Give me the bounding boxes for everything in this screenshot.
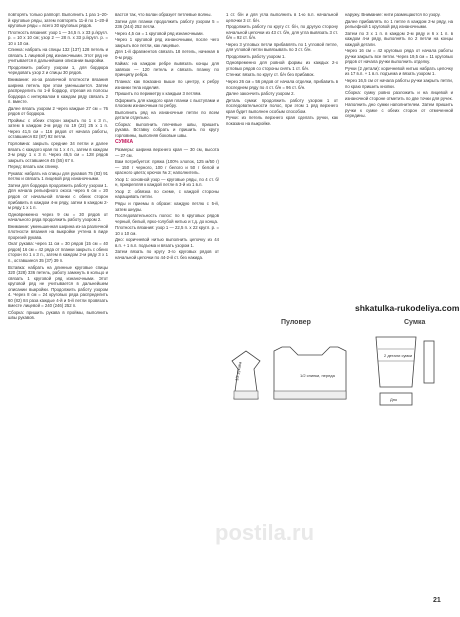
paragraph: Вам потребуется: пряжа (100% хлопок, 125 м/50 г) — 150 г черного, 100 г белого и 50 г белой и красного цвета; крючок № 2; наполнитель.	[115, 159, 219, 176]
paragraph: Вставка: набрать на длинные круговые спицы 320 (328) 336 петель, работу замкнуть в кольцо и связать 1 круговой ряд изнаночными. Этот круговой ряд не учитывается в дальнейшем описании выкройки. Продолжить работу узором 4. Через 8 см = 24 круговых ряда распределить 60 (82) 84 раза каждые 4-й и 5-й петли провязать вместе лицевой = 240 (246) 252 п.	[8, 264, 108, 309]
paragraph: Продолжить работу узором 1.	[226, 53, 286, 59]
bag-bottom-label: Дно	[390, 397, 398, 402]
paragraph: Через 26 см = 56 рядов от начала отделки, прибавить в последнем ряду по 4 ст. б/н = 96 ст. б/н.	[226, 79, 338, 90]
text-column-3	[226, 12, 338, 127]
bag-handle-shape	[424, 341, 434, 383]
watermark-logo: postila.ru	[215, 520, 315, 545]
paragraph: Горловина: закрыть средние 34 петли и далее вязать с каждого края по 1 х 4 п., затем в каждом 2-м ряду 1 х 3 п. Через 45,5 см = 128 рядов закрыть оставшиеся 45 (55) 67 п.	[8, 141, 108, 163]
text-column-4	[345, 12, 453, 120]
paragraph: Плотность вязания: узор 1 — 22,5 п. x 22 кругл. р. = 10 x 10 см.	[115, 225, 219, 236]
pattern-diagram-drawing	[226, 329, 456, 409]
paragraph: Выполнить ряд на изнаночные петли по всем детали отдельно.	[115, 109, 219, 121]
paragraph: Последовательность полос: по 6 круговых рядов черный, белый, ярко-голубой нитью и т.д. до конца.	[115, 213, 219, 224]
sleeve-label: 1/2 рукава	[234, 361, 243, 382]
paragraph: Далее прибавлять по 1 петле в каждом 2-м ряду, на рельефной 1 круговой ряд изнаночными.	[345, 18, 453, 30]
paragraph: Кайма: на каждом ребре вывязать концы для завязок — 120 петель и связать планку по принципу ребра.	[115, 61, 219, 78]
paragraph: Стенки: вязать по кругу ст. б/н без прибавок.	[226, 72, 315, 78]
paragraph: Сборка: выполнить плечевые швы, пришить рукава. Вставку собрать и пришить по кругу горловины, выполняя боковые швы.	[115, 121, 219, 138]
paragraph: Оформить для каждого края планки с выступами и плоским изнаночным по ребру.	[115, 97, 219, 109]
back-front-border	[274, 391, 346, 399]
paragraph: Сборка: сумку ровно разложить и на лицевой и изнаночной стороне отметить по две точки для ручек.	[345, 90, 453, 101]
page-number: 21	[433, 597, 441, 604]
paragraph: Наполнить дно сумки наполнителем. Затем пришить ручки к сумке с обеих сторон от отмеченной середины.	[345, 102, 453, 119]
paragraph: Через 1 круговой ряд изнаночными, после чего закрыть все петли, как лицевые.	[115, 37, 219, 48]
paragraph: повторять только раппорт. Выполнить 1 раз 1–20-й круговые ряды, затем повторять 11-й по 1–20-й круговые ряды = всего 30 круговых рядов.	[8, 12, 108, 29]
pullover-diagram-title: Пуловер	[281, 319, 311, 326]
bag-part-shape	[376, 337, 416, 387]
bag-diagram-title: Сумка	[404, 319, 426, 326]
paragraph: Затем по 3 х 1 п. в каждом 2-м ряду и 6 х 1 п. в каждом 4-м ряду, выполнять по 2 петли на концы каждой детали.	[345, 30, 453, 47]
paragraph: Одновременно через 9 см = 30 рядов от начального ряда продолжить работу узором 2.	[8, 211, 108, 223]
paragraph: Пришить по периметру к каждым 3 петлям.	[115, 91, 202, 97]
paragraph: Для 1-й фрагментов связать 18 петель, начиная в 0-м ряду.	[115, 49, 219, 60]
paragraph: Плотность вязания: узор 1 — 34,5 п. x 33 р./кругл. р. = 10 x 10 см; узор 2 — 28 п. x 33 р./кругл. р. = 10 x 10 см.	[8, 29, 108, 46]
paragraph: Рукава: набрать на спицы для рукавов 75 (83) 91 петлю и связать 1 лицевой ряд изнаночными.	[8, 170, 108, 182]
paragraph: Размеры: ширина верхнего края — 30 см, высота — 27 см.	[115, 147, 219, 158]
watermark-site-url: shkatulka-rukodeliya.com	[355, 303, 460, 313]
paragraph: Проймы: с обеих сторон закрыть по 1 х 3 п., затем в каждом 2-м ряду по 19 (22) 25 х 1 п. Через 41,5 см = 116 рядов от начала работы, оставшиеся 82 (87) 92 петли.	[8, 117, 108, 140]
paragraph: Далее вязать узором 2 через каждые 27 см = 76 рядов от бордюра.	[8, 105, 108, 117]
text-column-1	[8, 12, 108, 322]
paragraph: Внимание: уменьшенная ширина из-за различной плотности вязания на выкройке учтена в виде прорезей рукава.	[8, 223, 108, 240]
paragraph: 1 ст. б/н и для угла выполнить в 1-ю в.п. начальной цепочки 3 ст. б/н.	[226, 12, 338, 23]
paragraph: Далее закончить работу узором 2.	[226, 91, 295, 97]
section-heading-bag: СУМКА	[115, 139, 134, 146]
paragraph: Спинка: набрать на спицы 132 (137) 128 петель и связать 1 лицевой ряд изнаночными. Этот ряд не учитывается в дальнейшем описании выкройки.	[8, 47, 108, 64]
paragraph: Одновременно для ровной формы из каждых 2-х угловых рядов со стороны снять 1 ст. б/н.	[226, 60, 338, 71]
paragraph: Планка: как показано выше по центру, к ребру изнанки тела изделия.	[115, 79, 219, 90]
paragraph: Через 4,5 см = 1 круговой ряд изнаночными.	[115, 30, 204, 36]
paragraph: Через 16,5 см от начала работы ручки закрыть петли, по краю пришить кнопки.	[345, 78, 453, 89]
paragraph: Через 16 см = 42 круговых ряда от начала работы ручки закрыть все петли. Через 19,5 см = 11 круговых рядов от начала ручки выполнить отделку.	[345, 48, 453, 65]
paragraph: Ручки (2 детали): коричневой нитью набрать цепочку из 17 в.п. + 1 в.п. подъема и вязать узором 1.	[345, 65, 453, 77]
paragraph: Узор 1: основной узор — круговые ряды, по 4 ст. б/н, прикрепляя к каждой петле в 3-й из 1 в.п.	[115, 176, 219, 188]
paragraph: Продолжить работу узором 1, для бордюра чередовать узор 2 и спицы 30 рядов.	[8, 64, 108, 76]
paragraph: Продолжить работу по кругу ст. б/н, по другую сторону начальной цепочки из 43 ст. б/н, для угла вывязать 3 ст. б/н = 92 ст. б/н.	[226, 24, 338, 41]
sleeve-border	[234, 391, 258, 399]
text-column-2	[115, 12, 219, 261]
back-front-label: 1/2 спинки, переда	[300, 373, 335, 378]
paragraph: вастся так, что волан образует петлевые волны.	[115, 12, 212, 17]
paragraph: Сборка: пришить рукава в проймы, выполнить швы рукавов.	[8, 309, 108, 321]
paragraph: Затем вязать по кругу 3-го круговых рядов от начальной цепочки по 44-2-й ст. без накида.	[115, 249, 219, 260]
paragraph: Затем для бордюра продолжить работу узором 1. Для начала рельефного окоса через 6 см = 20 рядов от начальной планки с обеих сторон прибавить в каждом 4-м ряду, затем в каждом 2-м ряду 1 х 1 п.	[8, 182, 108, 211]
paragraph: Деталь сумки: продолжить работу узором 1 от последовательности полос, при этом 1 ряд верхнего края будет выполнен особым способом.	[226, 97, 338, 114]
paragraph: Ручки: из петель верхнего края сделать ручки, как показано на выкройке.	[226, 115, 338, 126]
bag-part-label: 2 детали сумки	[384, 353, 413, 358]
paragraph: Окат рукава: через 11 см = 30 рядов (15 см = 40 рядов) 16 см = 42 ряда от планки закрыть с обеих сторон по 1 х 3 п., затем в каждом 2-м ряду 3 х 1 п., оставшиеся 35 (37) 39 п.	[8, 241, 108, 263]
paragraph: наружу. Внимание: нити размещаются по узору.	[345, 12, 441, 17]
paragraph: Внимание: из-за различной плотности вязания ширина петель при этом уменьшается. Затем распределить по 1-й бордюр, отрезая из полосы бордюра с интервалом в каждом ряду связать 2 п. вместе.	[8, 77, 108, 105]
paragraph: Дно: коричневой нитью выполнить цепочку из 44 в.п. + 1 в.п. подъема и вязать узором 1.	[115, 237, 219, 248]
pattern-diagrams	[226, 319, 456, 409]
paragraph: Перед: вязать как спинку.	[8, 164, 59, 170]
paragraph: Затем для планки продолжить работу узором 5 = 236 (244) 252 петли.	[115, 18, 219, 30]
paragraph: Узор 2: обвязка по схеме, с каждой стороны наращивать петли.	[115, 188, 219, 200]
paragraph: Ряды и приемы в образе: каждую петлю с 5-й, затем шнуры.	[115, 200, 219, 212]
paragraph: Через 3 угловых петли прибавлять по 1 угловой петле, для угловой петли вывязывать по 3 ст. б/н.	[226, 41, 338, 53]
